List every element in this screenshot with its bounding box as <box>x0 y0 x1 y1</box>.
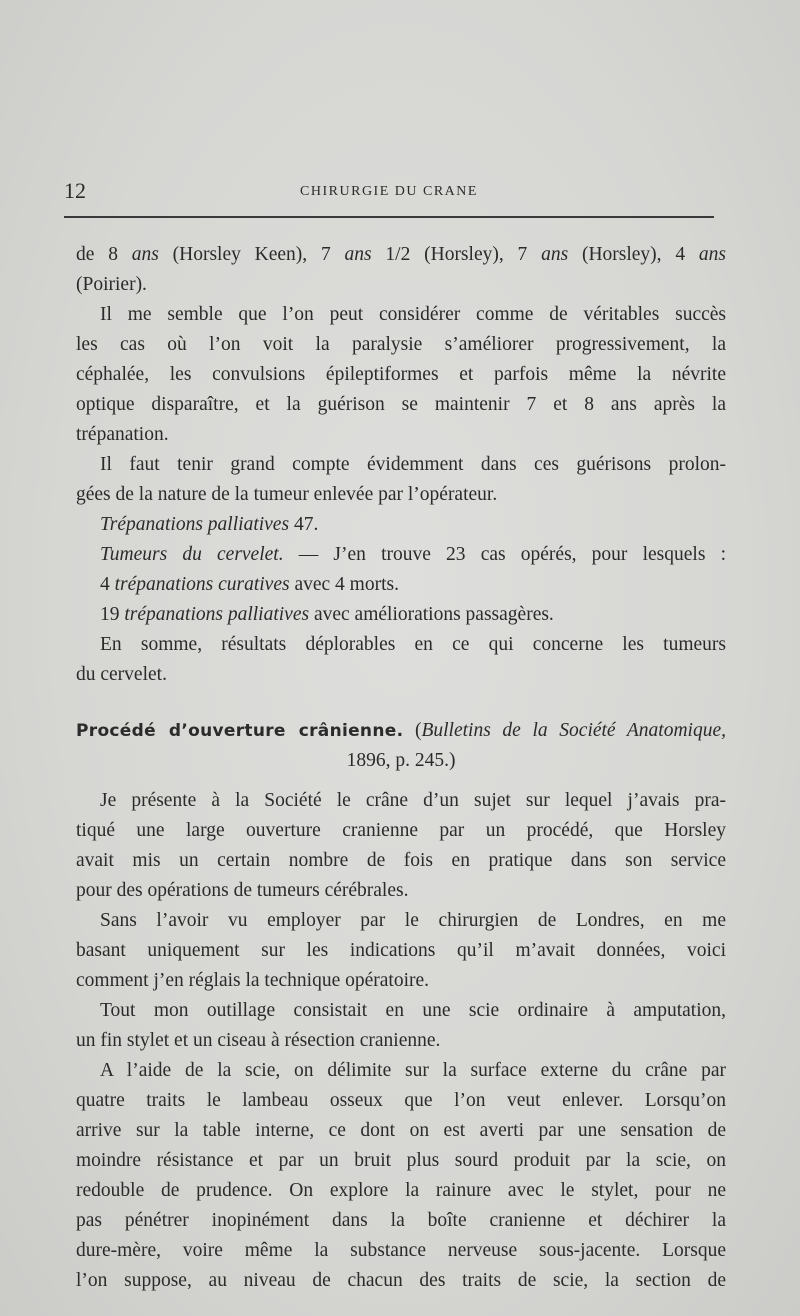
citation-line: 1896, p. 245.) <box>346 750 456 771</box>
text-line: l’on suppose, au niveau de chacun des traits de scie, la section de <box>76 1270 726 1291</box>
text-line: céphalée, les convulsions épileptiformes et parfois même la névrite <box>76 364 726 385</box>
running-title: CHIRURGIE DU CRANE <box>300 184 478 199</box>
text-line: pas pénétrer inopinément dans la boîte cranienne et déchirer la <box>76 1210 726 1231</box>
page-number: 12 <box>64 178 86 203</box>
text-line: A l’aide de la scie, on délimite sur la surface externe du crâne par <box>100 1060 726 1081</box>
page-body <box>76 240 726 1296</box>
text-line: avait mis un certain nombre de fois en pratique dans son service <box>76 850 726 871</box>
text-line: tiqué une large ouverture cranienne par un procédé, que Horsley <box>76 820 726 841</box>
citation-title: Bulletins de la Société Anatomique, <box>421 720 726 741</box>
text-line: quatre traits le lambeau osseux que l’on veut enlever. Lorsqu’on <box>76 1090 726 1111</box>
text-line: de 8 ans (Horsley Keen), 7 ans 1/2 (Horsley), 7 ans (Horsley), 4 ans <box>76 244 726 265</box>
text-line: arrive sur la table interne, ce dont on est averti par une sensation de <box>76 1120 726 1141</box>
text-line: trépanation. <box>76 424 169 445</box>
text-line: 19 trépanations palliatives avec améliorations passagères. <box>100 604 554 625</box>
text-line: Je présente à la Société le crâne d’un sujet sur lequel j’avais pra- <box>100 790 726 811</box>
text-line: dure-mère, voire même la substance nerveuse sous-jacente. Lorsque <box>76 1240 726 1261</box>
text-line: Il me semble que l’on peut considérer comme de véritables succès <box>100 304 726 325</box>
text-line: (Poirier). <box>76 274 147 295</box>
text-line: En somme, résultats déplorables en ce qui concerne les tumeurs <box>100 634 726 655</box>
text-line: 4 trépanations curatives avec 4 morts. <box>100 574 399 595</box>
text-line: comment j’en réglais la technique opératoire. <box>76 970 430 991</box>
text-line: moindre résistance et par un bruit plus sourd produit par la scie, on <box>76 1150 726 1171</box>
section-title: Procédé d’ouverture crânienne. <box>76 721 404 741</box>
text-line: gées de la nature de la tumeur enlevée par l’opérateur. <box>76 484 498 505</box>
text-line: les cas où l’on voit la paralysie s’améliorer progressivement, la <box>76 334 726 355</box>
text-line: optique disparaître, et la guérison se maintenir 7 et 8 ans après la <box>76 394 726 415</box>
text-line: du cervelet. <box>76 664 167 685</box>
text-line: basant uniquement sur les indications qu’il m’avait données, voici <box>76 940 726 961</box>
text-line: Tumeurs du cervelet. — J’en trouve 23 cas opérés, pour lesquels : <box>100 544 726 565</box>
text-line: redouble de prudence. On explore la rainure avec le stylet, pour ne <box>76 1180 726 1201</box>
text-line: Trépanations palliatives 47. <box>100 514 319 535</box>
text-line: Tout mon outillage consistait en une scie ordinaire à amputation, <box>100 1000 726 1021</box>
header-rule <box>64 216 714 218</box>
text-line: Il faut tenir grand compte évidemment dans ces guérisons prolon- <box>100 454 726 475</box>
text-line: pour des opérations de tumeurs cérébrales. <box>76 880 409 901</box>
text-line: Sans l’avoir vu employer par le chirurgien de Londres, en me <box>100 910 726 931</box>
text-line: un fin stylet et un ciseau à résection cranienne. <box>76 1030 441 1051</box>
section-heading: Procédé d’ouverture crânienne. (Bulletins de la Société Anatomique, <box>76 720 726 741</box>
page-header <box>64 178 714 208</box>
